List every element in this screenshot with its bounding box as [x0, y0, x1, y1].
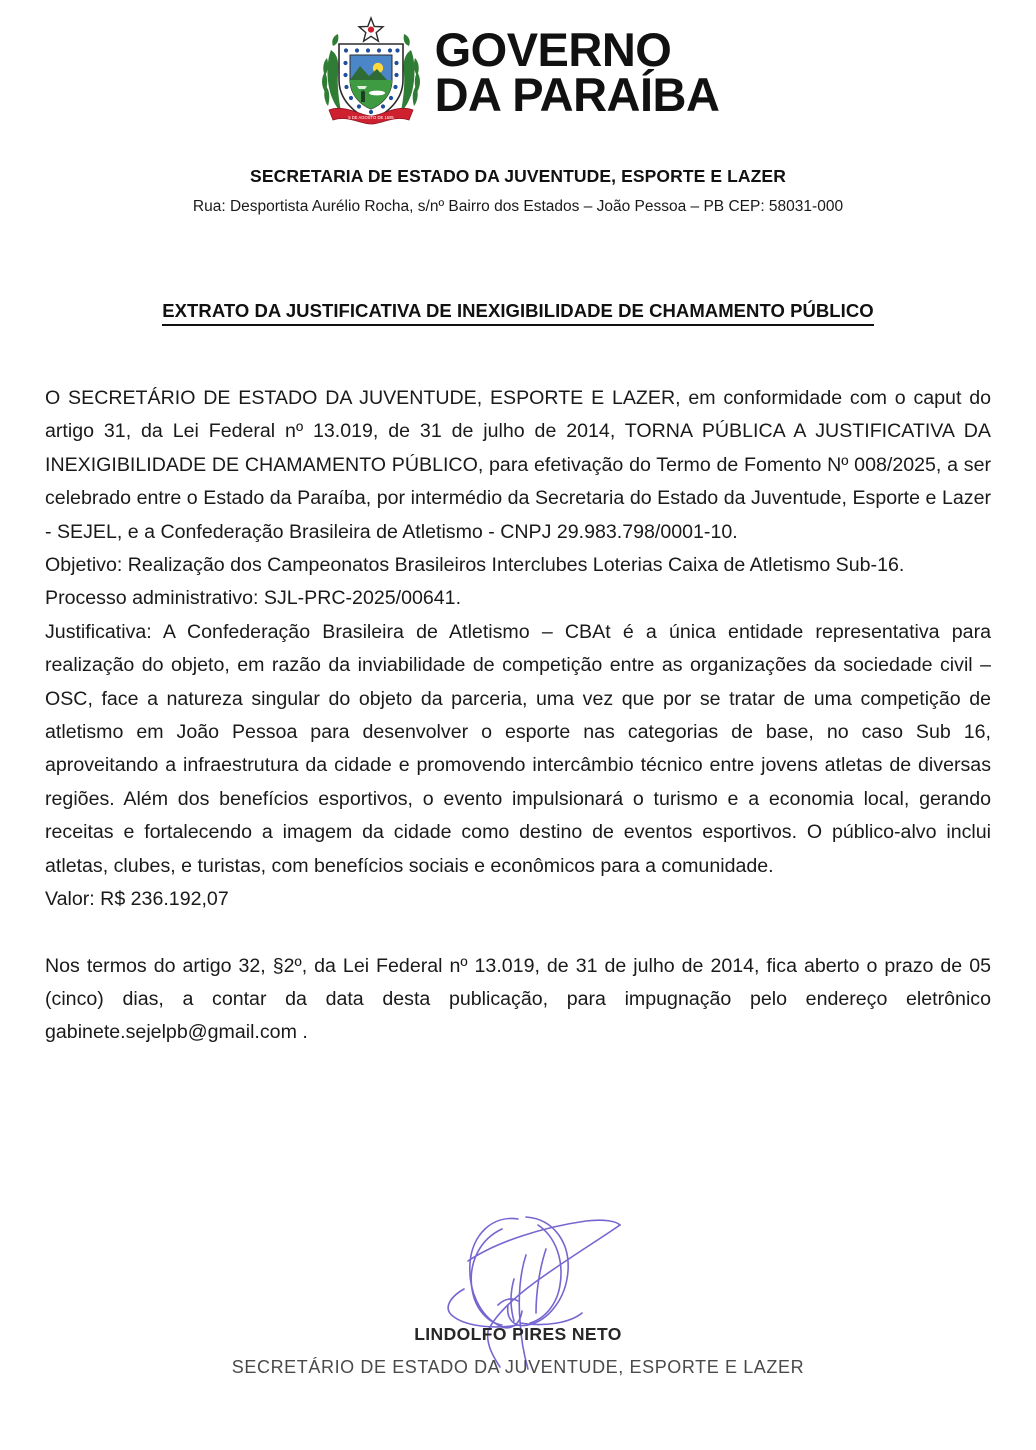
paraiba-coat-of-arms-icon: [317, 14, 425, 130]
organization-address: Rua: Desportista Aurélio Rocha, s/nº Bairro dos Estados – João Pessoa – PB CEP: 58031-000: [192, 198, 844, 215]
signer-name: LINDOLFO PIRES NETO: [414, 1324, 622, 1344]
paragraph-processo: Processo administrativo: SJL-PRC-2025/00641.: [45, 587, 462, 610]
svg-text:5 DE AGOSTO DE 1585: 5 DE AGOSTO DE 1585: [347, 115, 394, 120]
page-title: EXTRATO DA JUSTIFICATIVA DE INEXIGIBILIDADE DE CHAMAMENTO PÚBLICO: [162, 300, 873, 326]
page-title-wrapper: [0, 300, 1036, 326]
paragraph-justificativa: Justificativa: A Confederação Brasileira de Atletismo – CBAt é a única entidade representativa para realização do objeto, em razão da inviabilidade de competição entre as organizações da sociedade civil – OSC, face a natureza singular do objeto da parceria, uma vez que por se tratar de uma competição de atletismo em João Pessoa para desenvolver o esporte nas categorias de base, no caso Sub 16, aproveitando a infraestrutura da cidade e promovendo intercâmbio técnico entre jovens atletas de diversas regiões. Além dos benefícios esportivos, o evento impulsionará o turismo e a economia local, gerando receitas e fortalecendo a imagem da cidade como destino de eventos esportivos. O público-alvo inclui atletas, clubes, e turistas, com benefícios sociais e econômicos para a comunidade.: [45, 620, 991, 877]
paragraph-prazo-impugnacao: Nos termos do artigo 32, §2º, da Lei Federal nº 13.019, de 31 de julho de 2014, fica aberto o prazo de 05 (cinco) dias, a contar da data desta publicação, para impugnação pelo endereço eletrônico gabinete.sejelpb@gmail.com .: [45, 954, 991, 1044]
paragraph-spacer: [45, 917, 991, 950]
organization-name: SECRETARIA DE ESTADO DA JUVENTUDE, ESPORTE E LAZER: [250, 166, 786, 186]
logo-wordmark: [434, 22, 720, 121]
logo-line-1: GOVERNO: [434, 22, 672, 76]
signature-block: [0, 1205, 1036, 1405]
paragraph-valor: Valor: R$ 236.192,07: [45, 888, 229, 911]
document-body: [45, 382, 991, 1050]
signer-role: SECRETÁRIO DE ESTADO DA JUVENTUDE, ESPORTE E LAZER: [231, 1357, 805, 1377]
government-logo: [0, 0, 1036, 122]
handwritten-signature-icon: [368, 1205, 668, 1375]
paragraph-preamble: O SECRETÁRIO DE ESTADO DA JUVENTUDE, ESPORTE E LAZER, em conformidade com o caput do artigo 31, da Lei Federal nº 13.019, de 31 de julho de 2014, TORNA PÚBLICA A JUSTIFICATIVA DA INEXIGIBILIDADE DE CHAMAMENTO PÚBLICO, para efetivação do Termo de Fomento Nº 008/2025, a ser celebrado entre o Estado da Paraíba, por intermédio da Secretaria do Estado da Juventude, Esporte e Lazer - SEJEL, e a Confederação Brasileira de Atletismo - CNPJ 29.983.798/0001-10.: [45, 387, 991, 543]
logo-line-2: DA PARAÍBA: [434, 68, 720, 121]
paragraph-objetivo: Objetivo: Realização dos Campeonatos Brasileiros Interclubes Loterias Caixa de Atletismo Sub-16.: [45, 554, 905, 577]
